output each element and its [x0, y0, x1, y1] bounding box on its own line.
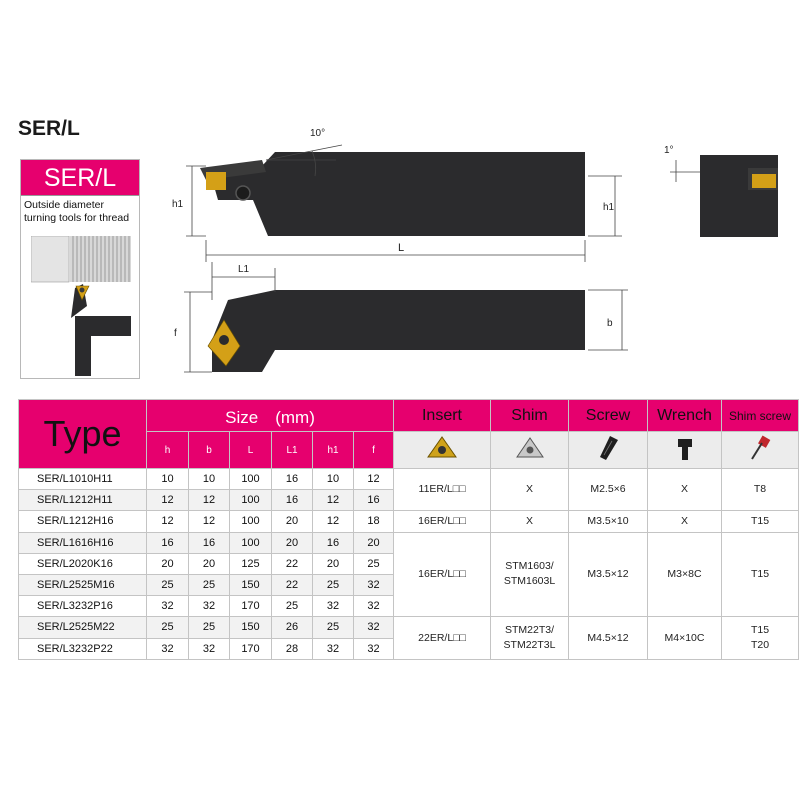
h1-cell: 12 [313, 490, 354, 511]
L1-label: L1 [238, 264, 250, 275]
L1-cell: 16 [272, 469, 313, 490]
model-cell: SER/L1616H16 [19, 532, 147, 553]
b-cell: 12 [189, 511, 230, 532]
f-cell: 25 [354, 553, 394, 574]
model-cell: SER/L1212H11 [19, 490, 147, 511]
page-title: SER/L [18, 117, 80, 140]
h1-cell: 20 [313, 553, 354, 574]
shim-line-1: STM1603/ [505, 560, 554, 573]
b-cell: 10 [189, 469, 230, 490]
L1-cell: 16 [272, 490, 313, 511]
wrench-cell: M4×10C [648, 617, 722, 659]
h1-cell: 32 [313, 596, 354, 617]
insert-header: Insert [394, 400, 491, 432]
model-cell: SER/L1212H16 [19, 511, 147, 532]
h-cell: 25 [147, 574, 189, 595]
f-cell: 32 [354, 638, 394, 659]
h-cell: 25 [147, 617, 189, 638]
top-view-drawing [174, 262, 628, 372]
h-cell: 32 [147, 596, 189, 617]
f-cell: 20 [354, 532, 394, 553]
col-L-header: L [230, 432, 272, 469]
f-cell: 16 [354, 490, 394, 511]
shim-cell [491, 532, 569, 617]
b-cell: 32 [189, 596, 230, 617]
insert-cell: 11ER/L□□ [394, 469, 491, 511]
L1-cell: 26 [272, 617, 313, 638]
screw-icon-cell [569, 432, 648, 469]
model-cell: SER/L3232P16 [19, 596, 147, 617]
h-cell: 12 [147, 511, 189, 532]
L-cell: 100 [230, 469, 272, 490]
L-label: L [398, 242, 405, 254]
insert-cell: 16ER/L□□ [394, 532, 491, 617]
model-cell: SER/L2525M22 [19, 617, 147, 638]
model-cell: SER/L1010H11 [19, 469, 147, 490]
h1-right-label: h1 [603, 202, 615, 213]
wrench-cell: M3×8C [648, 532, 722, 617]
insert-cell: 16ER/L□□ [394, 511, 491, 532]
b-label: b [607, 318, 613, 329]
series-label: SER/L [21, 160, 139, 196]
h1-left-label: h1 [172, 199, 184, 210]
h-cell: 10 [147, 469, 189, 490]
screw-icon [588, 433, 628, 463]
L-cell: 100 [230, 532, 272, 553]
L-cell: 150 [230, 574, 272, 595]
h1-cell: 25 [313, 617, 354, 638]
shim-cell [491, 617, 569, 659]
b-cell: 20 [189, 553, 230, 574]
model-cell: SER/L3232P22 [19, 638, 147, 659]
screw-cell: M4.5×12 [569, 617, 648, 659]
type-header: Type [19, 400, 147, 469]
insert-cell: 22ER/L□□ [394, 617, 491, 659]
h1-cell: 32 [313, 638, 354, 659]
L-cell: 150 [230, 617, 272, 638]
shim-line-2: STM1603L [503, 575, 556, 588]
shim-header: Shim [491, 400, 569, 432]
h1-cell: 16 [313, 532, 354, 553]
angle-1-label: 1° [664, 145, 674, 156]
h-cell: 16 [147, 532, 189, 553]
end-view-drawing [664, 145, 778, 237]
table-row [19, 511, 799, 532]
spec-table [18, 399, 799, 660]
f-cell: 32 [354, 617, 394, 638]
col-h1-header: h1 [313, 432, 354, 469]
L-cell: 170 [230, 596, 272, 617]
wrench-cell: X [648, 469, 722, 511]
h-cell: 32 [147, 638, 189, 659]
shim-screw-cell [722, 617, 799, 659]
model-cell: SER/L2020K16 [19, 553, 147, 574]
shim-screw-cell: T8 [722, 469, 799, 511]
table-row [19, 469, 799, 490]
screw-cell: M2.5×6 [569, 469, 648, 511]
L1-cell: 20 [272, 511, 313, 532]
shim-cell: X [491, 511, 569, 532]
wrench-cell: X [648, 511, 722, 532]
screw-header: Screw [569, 400, 648, 432]
L1-cell: 20 [272, 532, 313, 553]
angle-10-label: 10° [310, 128, 326, 139]
f-cell: 32 [354, 596, 394, 617]
b-cell: 25 [189, 574, 230, 595]
h1-cell: 25 [313, 574, 354, 595]
b-cell: 25 [189, 617, 230, 638]
L1-cell: 28 [272, 638, 313, 659]
insert-icon-cell [394, 432, 491, 469]
wrench-header: Wrench [648, 400, 722, 432]
col-f-header: f [354, 432, 394, 469]
shim-screw-icon-cell [722, 432, 799, 469]
f-cell: 12 [354, 469, 394, 490]
col-b-header: b [189, 432, 230, 469]
b-cell: 16 [189, 532, 230, 553]
model-cell: SER/L2525M16 [19, 574, 147, 595]
insert-icon [422, 433, 462, 463]
shim-screw-line-2: T20 [750, 639, 770, 651]
shim-icon-cell [491, 432, 569, 469]
f-cell: 18 [354, 511, 394, 532]
L-cell: 100 [230, 511, 272, 532]
L1-cell: 22 [272, 553, 313, 574]
shim-screw-line-1: T15 [750, 624, 770, 636]
f-cell: 32 [354, 574, 394, 595]
L-cell: 170 [230, 638, 272, 659]
f-label: f [174, 328, 177, 339]
shim-line-1: STM22T3/ [504, 624, 554, 636]
size-header: Size (mm) [147, 400, 394, 432]
shim-screw-icon [740, 433, 780, 463]
h1-cell: 10 [313, 469, 354, 490]
h1-cell: 12 [313, 511, 354, 532]
L1-cell: 22 [272, 574, 313, 595]
side-view-drawing [172, 128, 622, 262]
shim-icon [510, 433, 550, 463]
screw-cell: M3.5×12 [569, 532, 648, 617]
h-cell: 20 [147, 553, 189, 574]
L-cell: 100 [230, 490, 272, 511]
description-line-1: Outside diameter [24, 199, 104, 211]
b-cell: 12 [189, 490, 230, 511]
L1-cell: 25 [272, 596, 313, 617]
table-row [19, 617, 799, 638]
col-h-header: h [147, 432, 189, 469]
wrench-icon [665, 433, 705, 463]
shim-line-2: STM22T3L [503, 639, 556, 651]
shim-cell: X [491, 469, 569, 511]
table-row [19, 532, 799, 553]
screw-cell: M3.5×10 [569, 511, 648, 532]
b-cell: 32 [189, 638, 230, 659]
h-cell: 12 [147, 490, 189, 511]
L-cell: 125 [230, 553, 272, 574]
shim-screw-cell: T15 [722, 511, 799, 532]
wrench-icon-cell [648, 432, 722, 469]
col-L1-header: L1 [272, 432, 313, 469]
shim-screw-header: Shim screw [722, 400, 799, 432]
description-line-2: turning tools for thread [24, 212, 130, 224]
shim-screw-cell: T15 [722, 532, 799, 617]
